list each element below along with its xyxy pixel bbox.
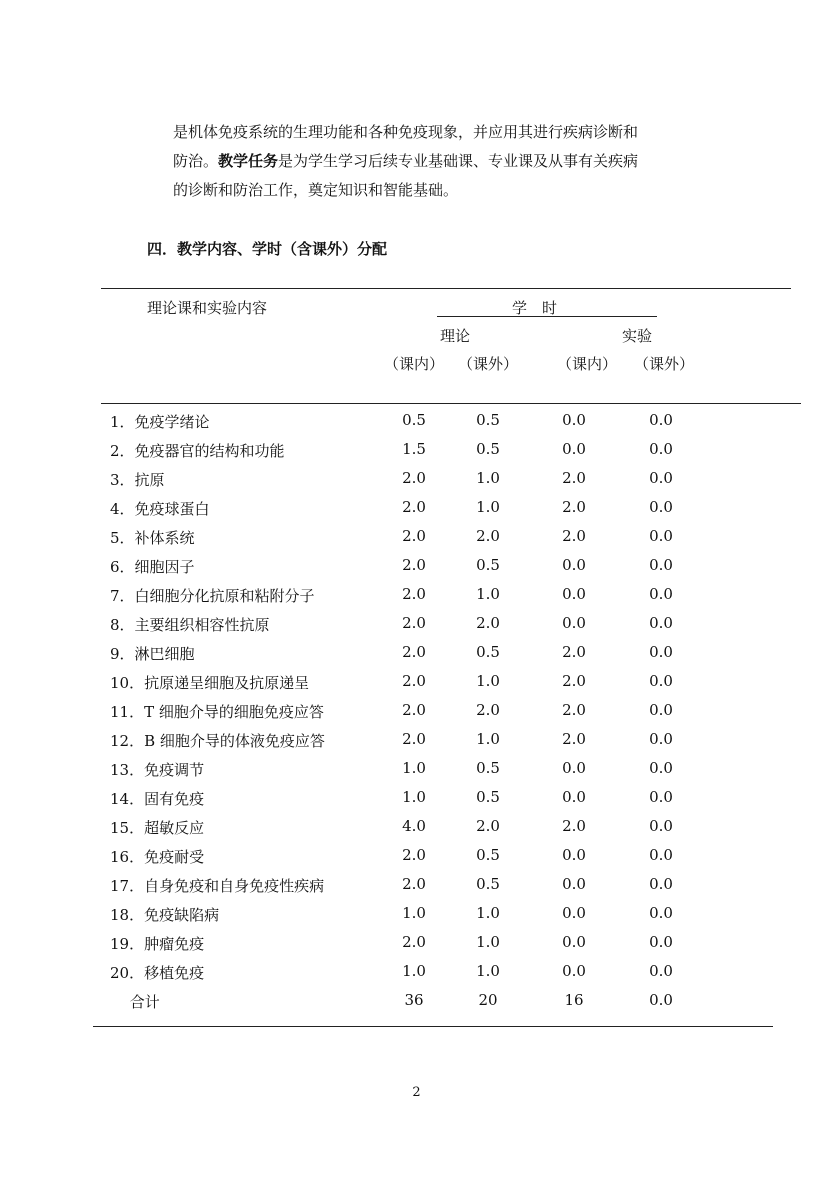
row-label: 2．免疫器官的结构和功能 <box>110 442 285 460</box>
table-row <box>0 556 833 585</box>
row-label: 20．移植免疫 <box>110 964 205 982</box>
table-row <box>0 759 833 788</box>
cell-theory-in: 2.0 <box>402 614 426 632</box>
table-row <box>0 440 833 469</box>
cell-theory-out: 2.0 <box>476 527 500 545</box>
table-header-rule <box>101 403 801 404</box>
cell-theory-out: 1.0 <box>476 730 500 748</box>
cell-theory-in: 36 <box>404 991 424 1009</box>
intro-line-2-pre: 防治。 <box>173 152 219 170</box>
table-top-rule <box>101 288 791 289</box>
header-content: 理论课和实验内容 <box>147 299 268 317</box>
cell-lab-in: 0.0 <box>562 846 586 864</box>
cell-lab-in: 2.0 <box>562 527 586 545</box>
cell-lab-in: 2.0 <box>562 701 586 719</box>
table-row <box>0 498 833 527</box>
cell-lab-out: 0.0 <box>649 788 673 806</box>
table-row <box>0 846 833 875</box>
cell-lab-in: 2.0 <box>562 498 586 516</box>
cell-theory-in: 2.0 <box>402 730 426 748</box>
intro-line-3: 的诊断和防治工作，奠定知识和智能基础。 <box>173 181 459 199</box>
table-row <box>0 643 833 672</box>
cell-theory-in: 2.0 <box>402 672 426 690</box>
cell-theory-out: 1.0 <box>476 933 500 951</box>
intro-line-2 <box>173 147 733 176</box>
cell-lab-out: 0.0 <box>649 440 673 458</box>
cell-theory-in: 1.0 <box>402 904 426 922</box>
table-row <box>0 411 833 440</box>
cell-lab-out: 0.0 <box>649 962 673 980</box>
cell-theory-out: 0.5 <box>476 411 500 429</box>
cell-theory-in: 2.0 <box>402 469 426 487</box>
cell-theory-out: 0.5 <box>476 643 500 661</box>
cell-theory-out: 2.0 <box>476 701 500 719</box>
cell-lab-in: 2.0 <box>562 643 586 661</box>
cell-lab-in: 0.0 <box>562 585 586 603</box>
cell-lab-in: 0.0 <box>562 875 586 893</box>
row-label: 10．抗原递呈细胞及抗原递呈 <box>110 674 310 692</box>
cell-theory-in: 4.0 <box>402 817 426 835</box>
cell-theory-out: 0.5 <box>476 875 500 893</box>
cell-lab-in: 0.0 <box>562 411 586 429</box>
cell-theory-in: 2.0 <box>402 701 426 719</box>
table-row <box>0 469 833 498</box>
row-label: 11．T 细胞介导的细胞免疫应答 <box>110 703 324 721</box>
hours-underline <box>437 316 657 317</box>
cell-theory-in: 2.0 <box>402 498 426 516</box>
cell-lab-out: 0.0 <box>649 556 673 574</box>
header-theory: 理论 <box>440 327 471 345</box>
page-number: 2 <box>412 1085 421 1100</box>
cell-theory-in: 1.5 <box>402 440 426 458</box>
cell-theory-in: 2.0 <box>402 585 426 603</box>
cell-theory-out: 1.0 <box>476 672 500 690</box>
row-label: 12．B 细胞介导的体液免疫应答 <box>110 732 325 750</box>
cell-lab-out: 0.0 <box>649 527 673 545</box>
cell-lab-out: 0.0 <box>649 411 673 429</box>
cell-theory-out: 1.0 <box>476 904 500 922</box>
row-label: 19．肿瘤免疫 <box>110 935 205 953</box>
table-row <box>0 933 833 962</box>
cell-theory-out: 0.5 <box>476 556 500 574</box>
cell-theory-in: 1.0 <box>402 759 426 777</box>
cell-lab-out: 0.0 <box>649 730 673 748</box>
row-label: 8．主要组织相容性抗原 <box>110 616 270 634</box>
section-heading: 四．教学内容、学时（含课外）分配 <box>147 240 388 258</box>
cell-lab-out: 0.0 <box>649 817 673 835</box>
cell-theory-in: 1.0 <box>402 788 426 806</box>
cell-theory-in: 2.0 <box>402 875 426 893</box>
row-label: 14．固有免疫 <box>110 790 205 808</box>
row-label: 5．补体系统 <box>110 529 195 547</box>
intro-line-1: 是机体免疫系统的生理功能和各种免疫现象，并应用其进行疾病诊断和 <box>173 123 639 141</box>
cell-lab-out: 0.0 <box>649 875 673 893</box>
cell-lab-out: 0.0 <box>649 991 673 1009</box>
row-label: 3．抗原 <box>110 471 165 489</box>
cell-lab-in: 0.0 <box>562 904 586 922</box>
cell-theory-out: 0.5 <box>476 759 500 777</box>
cell-theory-in: 2.0 <box>402 643 426 661</box>
table-row <box>0 585 833 614</box>
row-label: 4．免疫球蛋白 <box>110 500 210 518</box>
cell-lab-out: 0.0 <box>649 469 673 487</box>
cell-theory-in: 1.0 <box>402 962 426 980</box>
row-label: 16．免疫耐受 <box>110 848 205 866</box>
table-row <box>0 527 833 556</box>
row-label: 6．细胞因子 <box>110 558 195 576</box>
intro-paragraph <box>173 118 733 205</box>
table-row <box>0 614 833 643</box>
cell-lab-in: 0.0 <box>562 556 586 574</box>
cell-lab-in: 16 <box>564 991 584 1009</box>
row-label: 7．白细胞分化抗原和粘附分子 <box>110 587 315 605</box>
cell-lab-out: 0.0 <box>649 846 673 864</box>
cell-theory-out: 20 <box>478 991 498 1009</box>
cell-lab-out: 0.0 <box>649 643 673 661</box>
cell-lab-in: 0.0 <box>562 759 586 777</box>
row-label: 合计 <box>110 993 160 1011</box>
cell-lab-in: 2.0 <box>562 469 586 487</box>
header-theory-in: （课内） <box>384 355 445 373</box>
cell-theory-out: 1.0 <box>476 469 500 487</box>
cell-lab-in: 0.0 <box>562 614 586 632</box>
cell-lab-out: 0.0 <box>649 614 673 632</box>
row-label: 9．淋巴细胞 <box>110 645 195 663</box>
cell-theory-in: 2.0 <box>402 556 426 574</box>
cell-lab-in: 2.0 <box>562 672 586 690</box>
table-bottom-rule <box>93 1026 773 1027</box>
cell-theory-out: 2.0 <box>476 614 500 632</box>
intro-line-2-post: 是为学生学习后续专业基础课、专业课及从事有关疾病 <box>278 152 639 170</box>
cell-theory-in: 0.5 <box>402 411 426 429</box>
row-label: 17．自身免疫和自身免疫性疾病 <box>110 877 325 895</box>
table-row <box>0 701 833 730</box>
cell-lab-in: 0.0 <box>562 933 586 951</box>
cell-theory-out: 1.0 <box>476 498 500 516</box>
header-lab-in: （课内） <box>557 355 618 373</box>
header-hours: 学 时 <box>512 299 558 317</box>
cell-theory-out: 0.5 <box>476 440 500 458</box>
cell-theory-out: 0.5 <box>476 788 500 806</box>
cell-lab-in: 0.0 <box>562 788 586 806</box>
row-label: 18．免疫缺陷病 <box>110 906 220 924</box>
header-lab-out: （课外） <box>634 355 695 373</box>
intro-bold-term: 教学任务 <box>218 152 279 170</box>
table-row <box>0 730 833 759</box>
cell-theory-in: 2.0 <box>402 846 426 864</box>
cell-theory-in: 2.0 <box>402 933 426 951</box>
table-row <box>0 962 833 991</box>
table-row <box>0 788 833 817</box>
cell-theory-out: 0.5 <box>476 846 500 864</box>
table-row <box>0 817 833 846</box>
cell-lab-in: 0.0 <box>562 440 586 458</box>
cell-theory-in: 2.0 <box>402 527 426 545</box>
cell-lab-out: 0.0 <box>649 672 673 690</box>
cell-theory-out: 1.0 <box>476 585 500 603</box>
cell-lab-in: 0.0 <box>562 962 586 980</box>
cell-lab-out: 0.0 <box>649 904 673 922</box>
table-row <box>0 875 833 904</box>
table-row <box>0 991 833 1020</box>
table-row <box>0 672 833 701</box>
header-lab: 实验 <box>622 327 653 345</box>
header-theory-out: （课外） <box>458 355 519 373</box>
table-row <box>0 904 833 933</box>
row-label: 13．免疫调节 <box>110 761 205 779</box>
cell-lab-in: 2.0 <box>562 817 586 835</box>
cell-lab-out: 0.0 <box>649 759 673 777</box>
row-label: 15．超敏反应 <box>110 819 205 837</box>
cell-lab-out: 0.0 <box>649 933 673 951</box>
cell-lab-out: 0.0 <box>649 498 673 516</box>
row-label: 1．免疫学绪论 <box>110 413 210 431</box>
cell-lab-in: 2.0 <box>562 730 586 748</box>
cell-theory-out: 2.0 <box>476 817 500 835</box>
cell-lab-out: 0.0 <box>649 701 673 719</box>
cell-theory-out: 1.0 <box>476 962 500 980</box>
cell-lab-out: 0.0 <box>649 585 673 603</box>
